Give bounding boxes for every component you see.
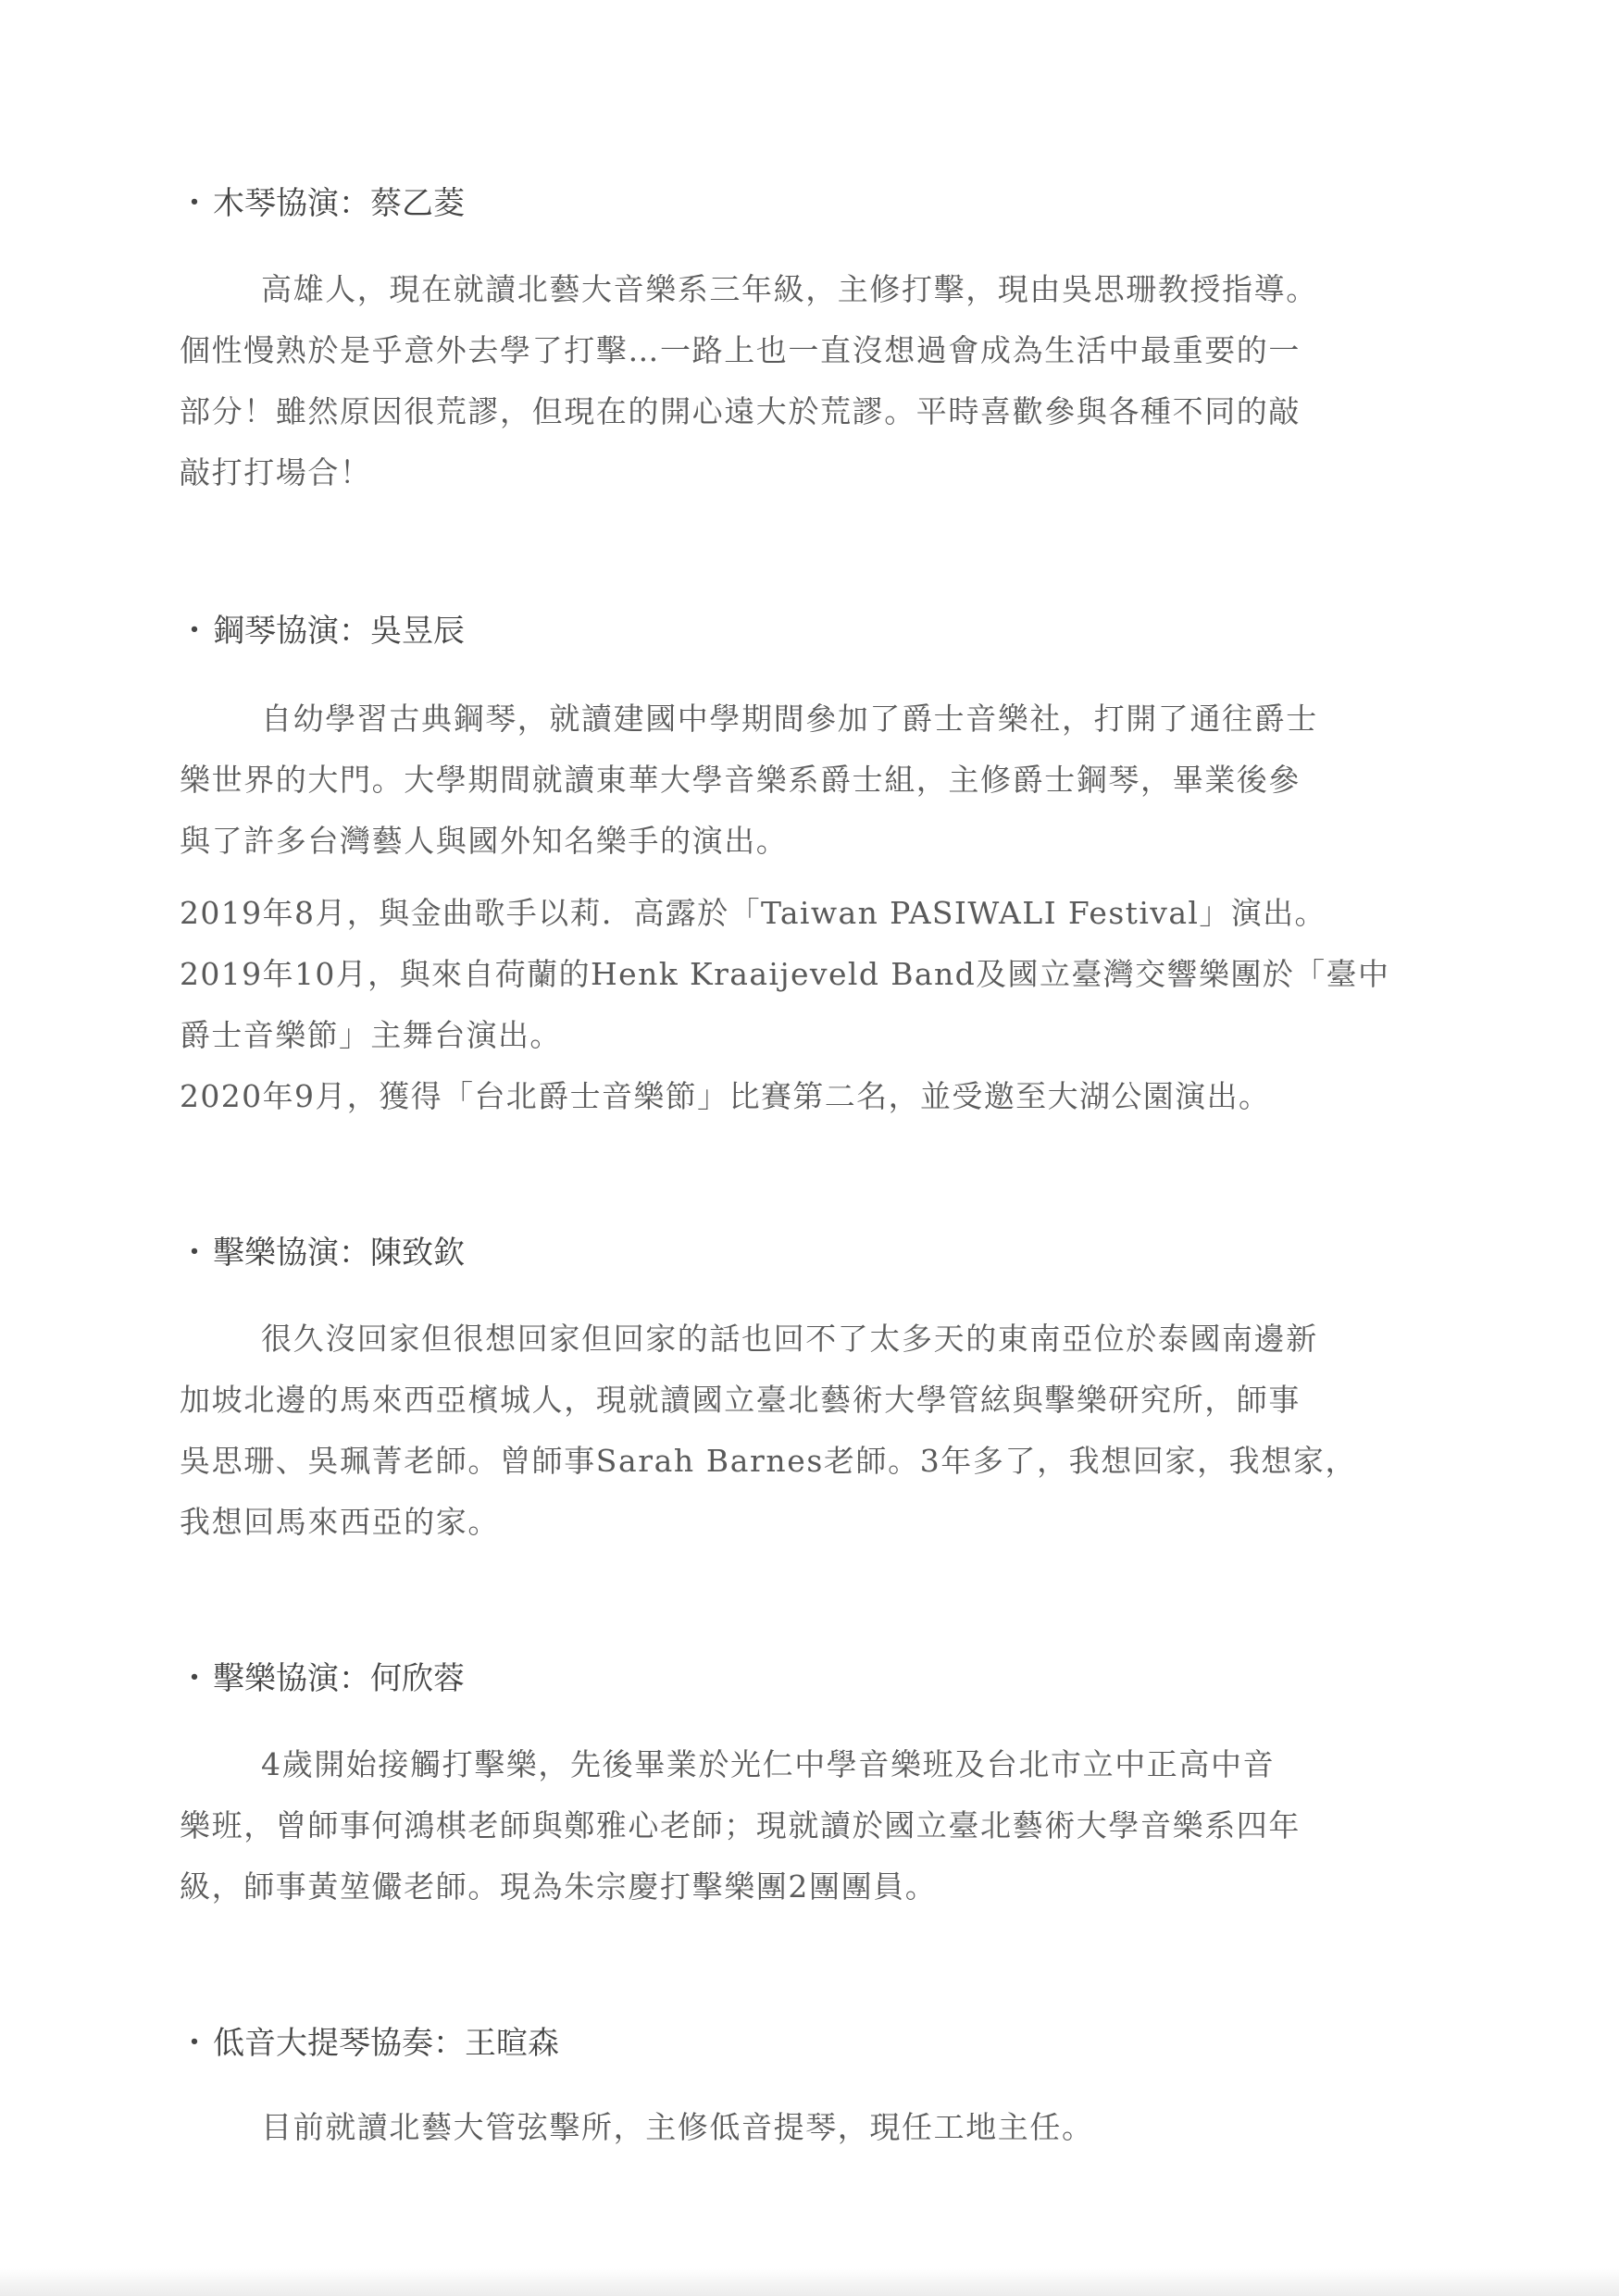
paragraph-line: 樂班，曾師事何鴻棋老師與鄭雅心老師；現就讀於國立臺北藝術大學音樂系四年 [180, 1807, 1301, 1843]
bullet-icon: ・ [179, 2025, 210, 2062]
paragraph-line: 吳思珊、吳珮菁老師。曾師事Sarah Barnes老師。3年多了，我想回家，我想家， [180, 1443, 1358, 1479]
paragraph-line: 部分！雖然原因很荒謬，但現在的開心遠大於荒謬。平時喜歡參與各種不同的敲 [180, 393, 1301, 429]
section-heading [180, 2021, 1448, 2066]
bio-section [180, 609, 1448, 1127]
bullet-icon: ・ [179, 1660, 210, 1697]
paragraph-line: 加坡北邊的馬來西亞檳城人，現就讀國立臺北藝術大學管絃與擊樂研究所，師事 [180, 1382, 1301, 1418]
paragraph-line: 我想回馬來西亞的家。 [180, 1504, 500, 1540]
event-item: 2019年10月，與來自荷蘭的Henk Kraaijeveld Band及國立臺灣交響樂團於「臺中 [180, 956, 1390, 992]
heading-text: 鋼琴協演：吳昱辰 [213, 613, 465, 650]
bio-section [180, 1657, 1448, 1917]
bullet-icon: ・ [179, 613, 210, 650]
heading-text: 擊樂協演：何欣蓉 [213, 1660, 465, 1697]
section-heading [180, 609, 1448, 653]
bullet-icon: ・ [179, 1235, 210, 1272]
bio-paragraph [180, 259, 1448, 503]
bullet-icon: ・ [179, 185, 210, 222]
paragraph-line: 個性慢熟於是乎意外去學了打擊…一路上也一直沒想過會成為生活中最重要的一 [180, 332, 1301, 368]
bio-paragraph [180, 1734, 1448, 1917]
event-item: 2020年9月，獲得「台北爵士音樂節」比賽第二名，並受邀至大湖公園演出。 [180, 1078, 1271, 1114]
bio-paragraph [180, 1309, 1448, 1553]
bio-paragraph [180, 689, 1448, 872]
paragraph-line: 敲打打場合！ [180, 454, 372, 490]
paragraph-line: 級，師事黃堃儼老師。現為朱宗慶打擊樂團2團團員。 [180, 1868, 938, 1905]
heading-text: 木琴協演：蔡乙菱 [213, 185, 465, 222]
bio-section [180, 1231, 1448, 1553]
paragraph-line: 4歲開始接觸打擊樂，先後畢業於光仁中學音樂班及台北市立中正高中音 [261, 1746, 1276, 1782]
section-heading [180, 1231, 1448, 1275]
event-item: 2019年8月，與金曲歌手以莉．高露於「Taiwan PASIWALI Festival」演出。 [180, 895, 1326, 931]
section-heading [180, 1657, 1448, 1701]
event-item: 爵士音樂節」主舞台演出。 [180, 1017, 562, 1053]
paragraph-line: 很久沒回家但很想回家但回家的話也回不了太多天的東南亞位於泰國南邊新 [261, 1321, 1318, 1357]
page-edge-shadow [0, 2268, 1619, 2296]
bio-paragraph [180, 2097, 1448, 2158]
paragraph-line: 樂世界的大門。大學期間就讀東華大學音樂系爵士組，主修爵士鋼琴，畢業後參 [180, 762, 1301, 798]
paragraph-line: 高雄人，現在就讀北藝大音樂系三年級，主修打擊，現由吳思珊教授指導。 [261, 271, 1318, 307]
paragraph-line: 目前就讀北藝大管弦擊所，主修低音提琴，現任工地主任。 [261, 2109, 1094, 2145]
event-list [180, 883, 1448, 1127]
heading-text: 低音大提琴協奏：王暄森 [213, 2025, 559, 2062]
paragraph-line: 自幼學習古典鋼琴，就讀建國中學期間參加了爵士音樂社，打開了通往爵士 [261, 701, 1318, 737]
bio-section [180, 181, 1448, 503]
heading-text: 擊樂協演：陳致欽 [213, 1235, 465, 1272]
section-heading [180, 181, 1448, 226]
paragraph-line: 與了許多台灣藝人與國外知名樂手的演出。 [180, 823, 789, 859]
bio-section [180, 2021, 1448, 2158]
